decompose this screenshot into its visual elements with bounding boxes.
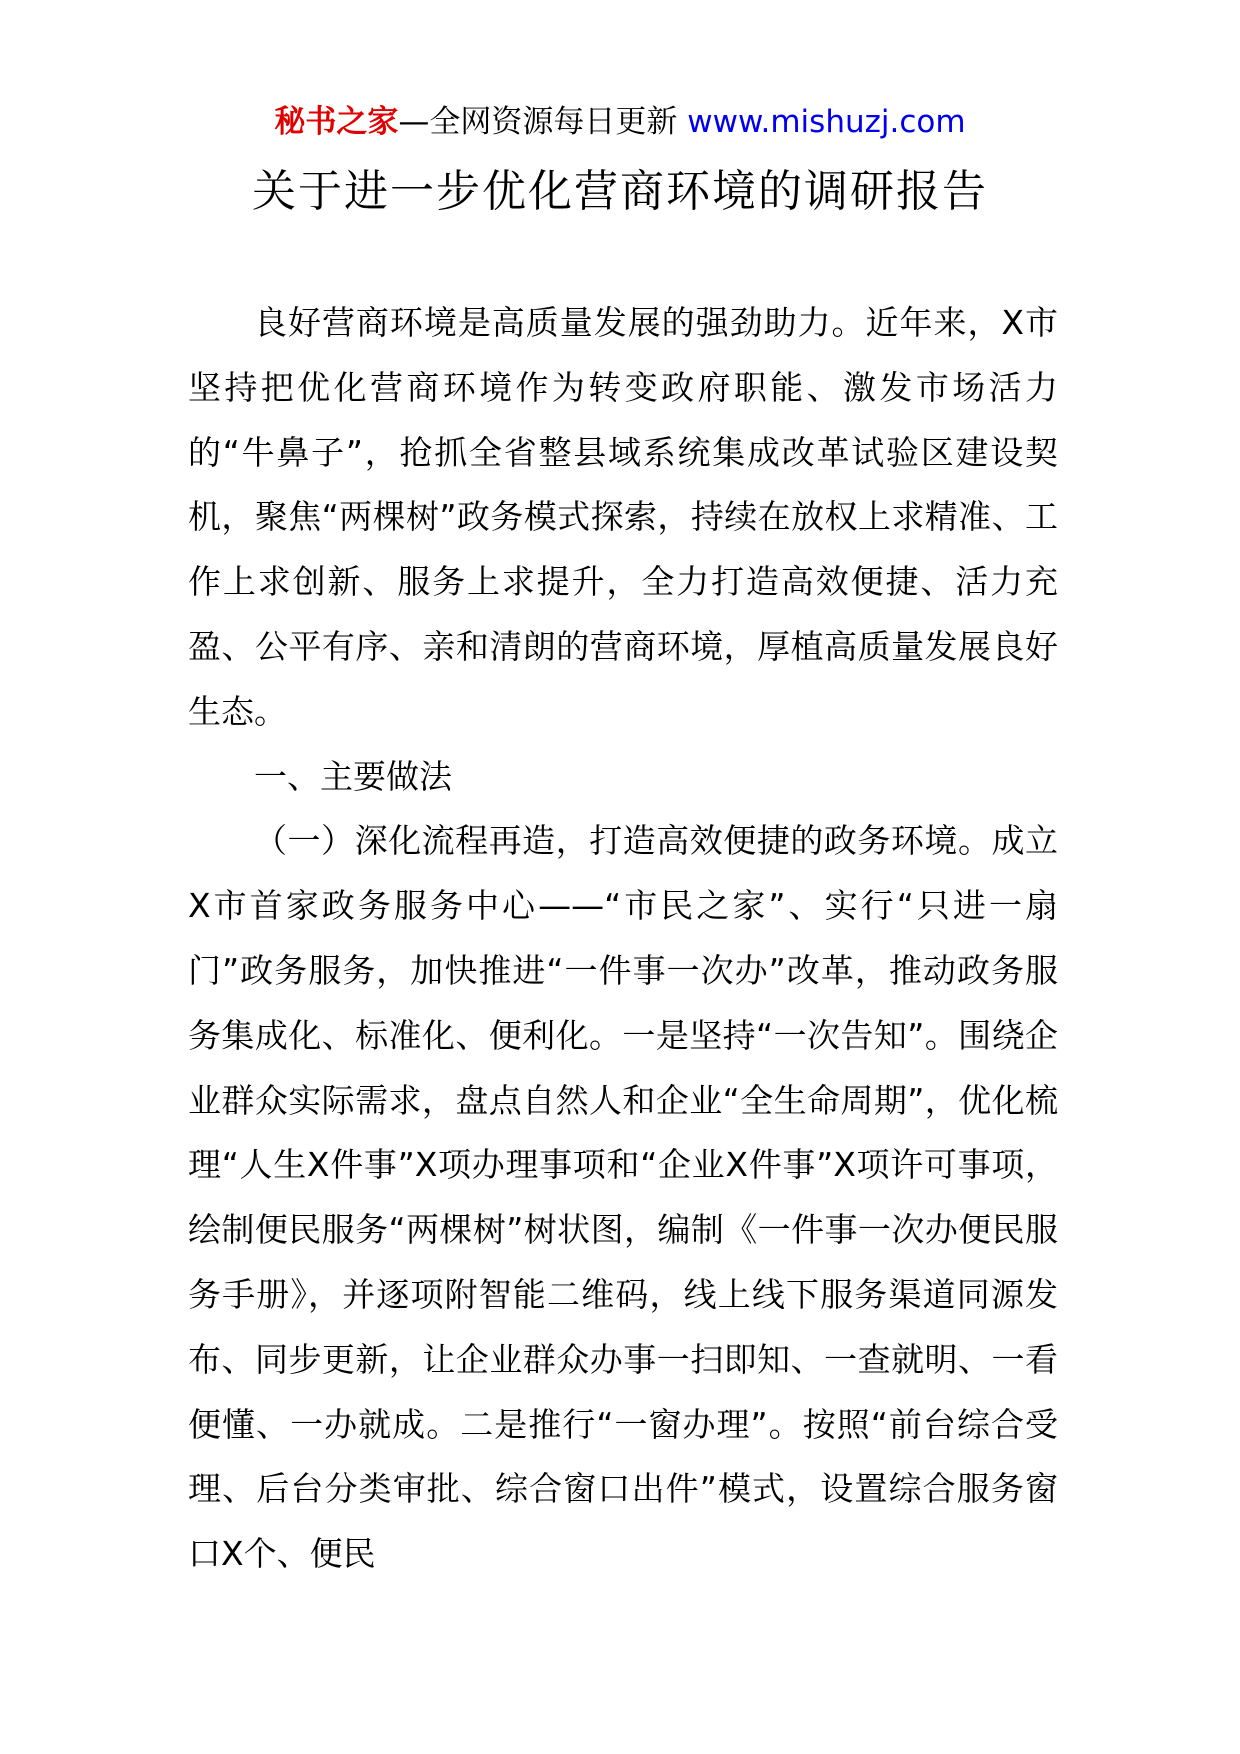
site-brand: 秘书之家	[274, 104, 399, 140]
section-heading: 一、主要做法	[254, 756, 452, 796]
intro-paragraph: 良好营商环境是高质量发展的强劲助力。近年来，X市坚持把优化营商环境作为转变政府职能、激发市场活力的“牛鼻子”，抢抓全省整县域系统集成改革试验区建设契机，聚焦“两棵树”政务模式探索，持续在放权上求精准、工作上求创新、服务上求提升，全力打造高效便捷、活力充盈、公平有序、亲和清朗的营商环境，厚植高质量发展良好生态。	[188, 303, 1058, 731]
site-url-link[interactable]: www.mishuzj.com	[687, 104, 966, 140]
site-header	[0, 100, 1240, 144]
body-paragraph: （一）深化流程再造，打造高效便捷的政务环境。成立X市首家政务服务中心——“市民之家”、实行“只进一扇门”政务服务，加快推进“一件事一次办”改革，推动政务服务集成化、标准化、便利化。一是坚持“一次告知”。围绕企业群众实际需求，盘点自然人和企业“全生命周期”，优化梳理“人生X件事”X项办理事项和“企业X件事”X项许可事项，绘制便民服务“两棵树”树状图，编制《一件事一次办便民服务手册》，并逐项附智能二维码，线上线下服务渠道同源发布、同步更新，让企业群众办事一扫即知、一查就明、一看便懂、一办就成。二是推行“一窗办理”。按照“前台综合受理、后台分类审批、综合窗口出件”模式，设置综合服务窗口X个、便民	[188, 821, 1058, 1574]
document-title: 关于进一步优化营商环境的调研报告	[252, 166, 988, 217]
site-tagline: —全网资源每日更新	[398, 104, 688, 140]
document-body	[188, 291, 1058, 1587]
